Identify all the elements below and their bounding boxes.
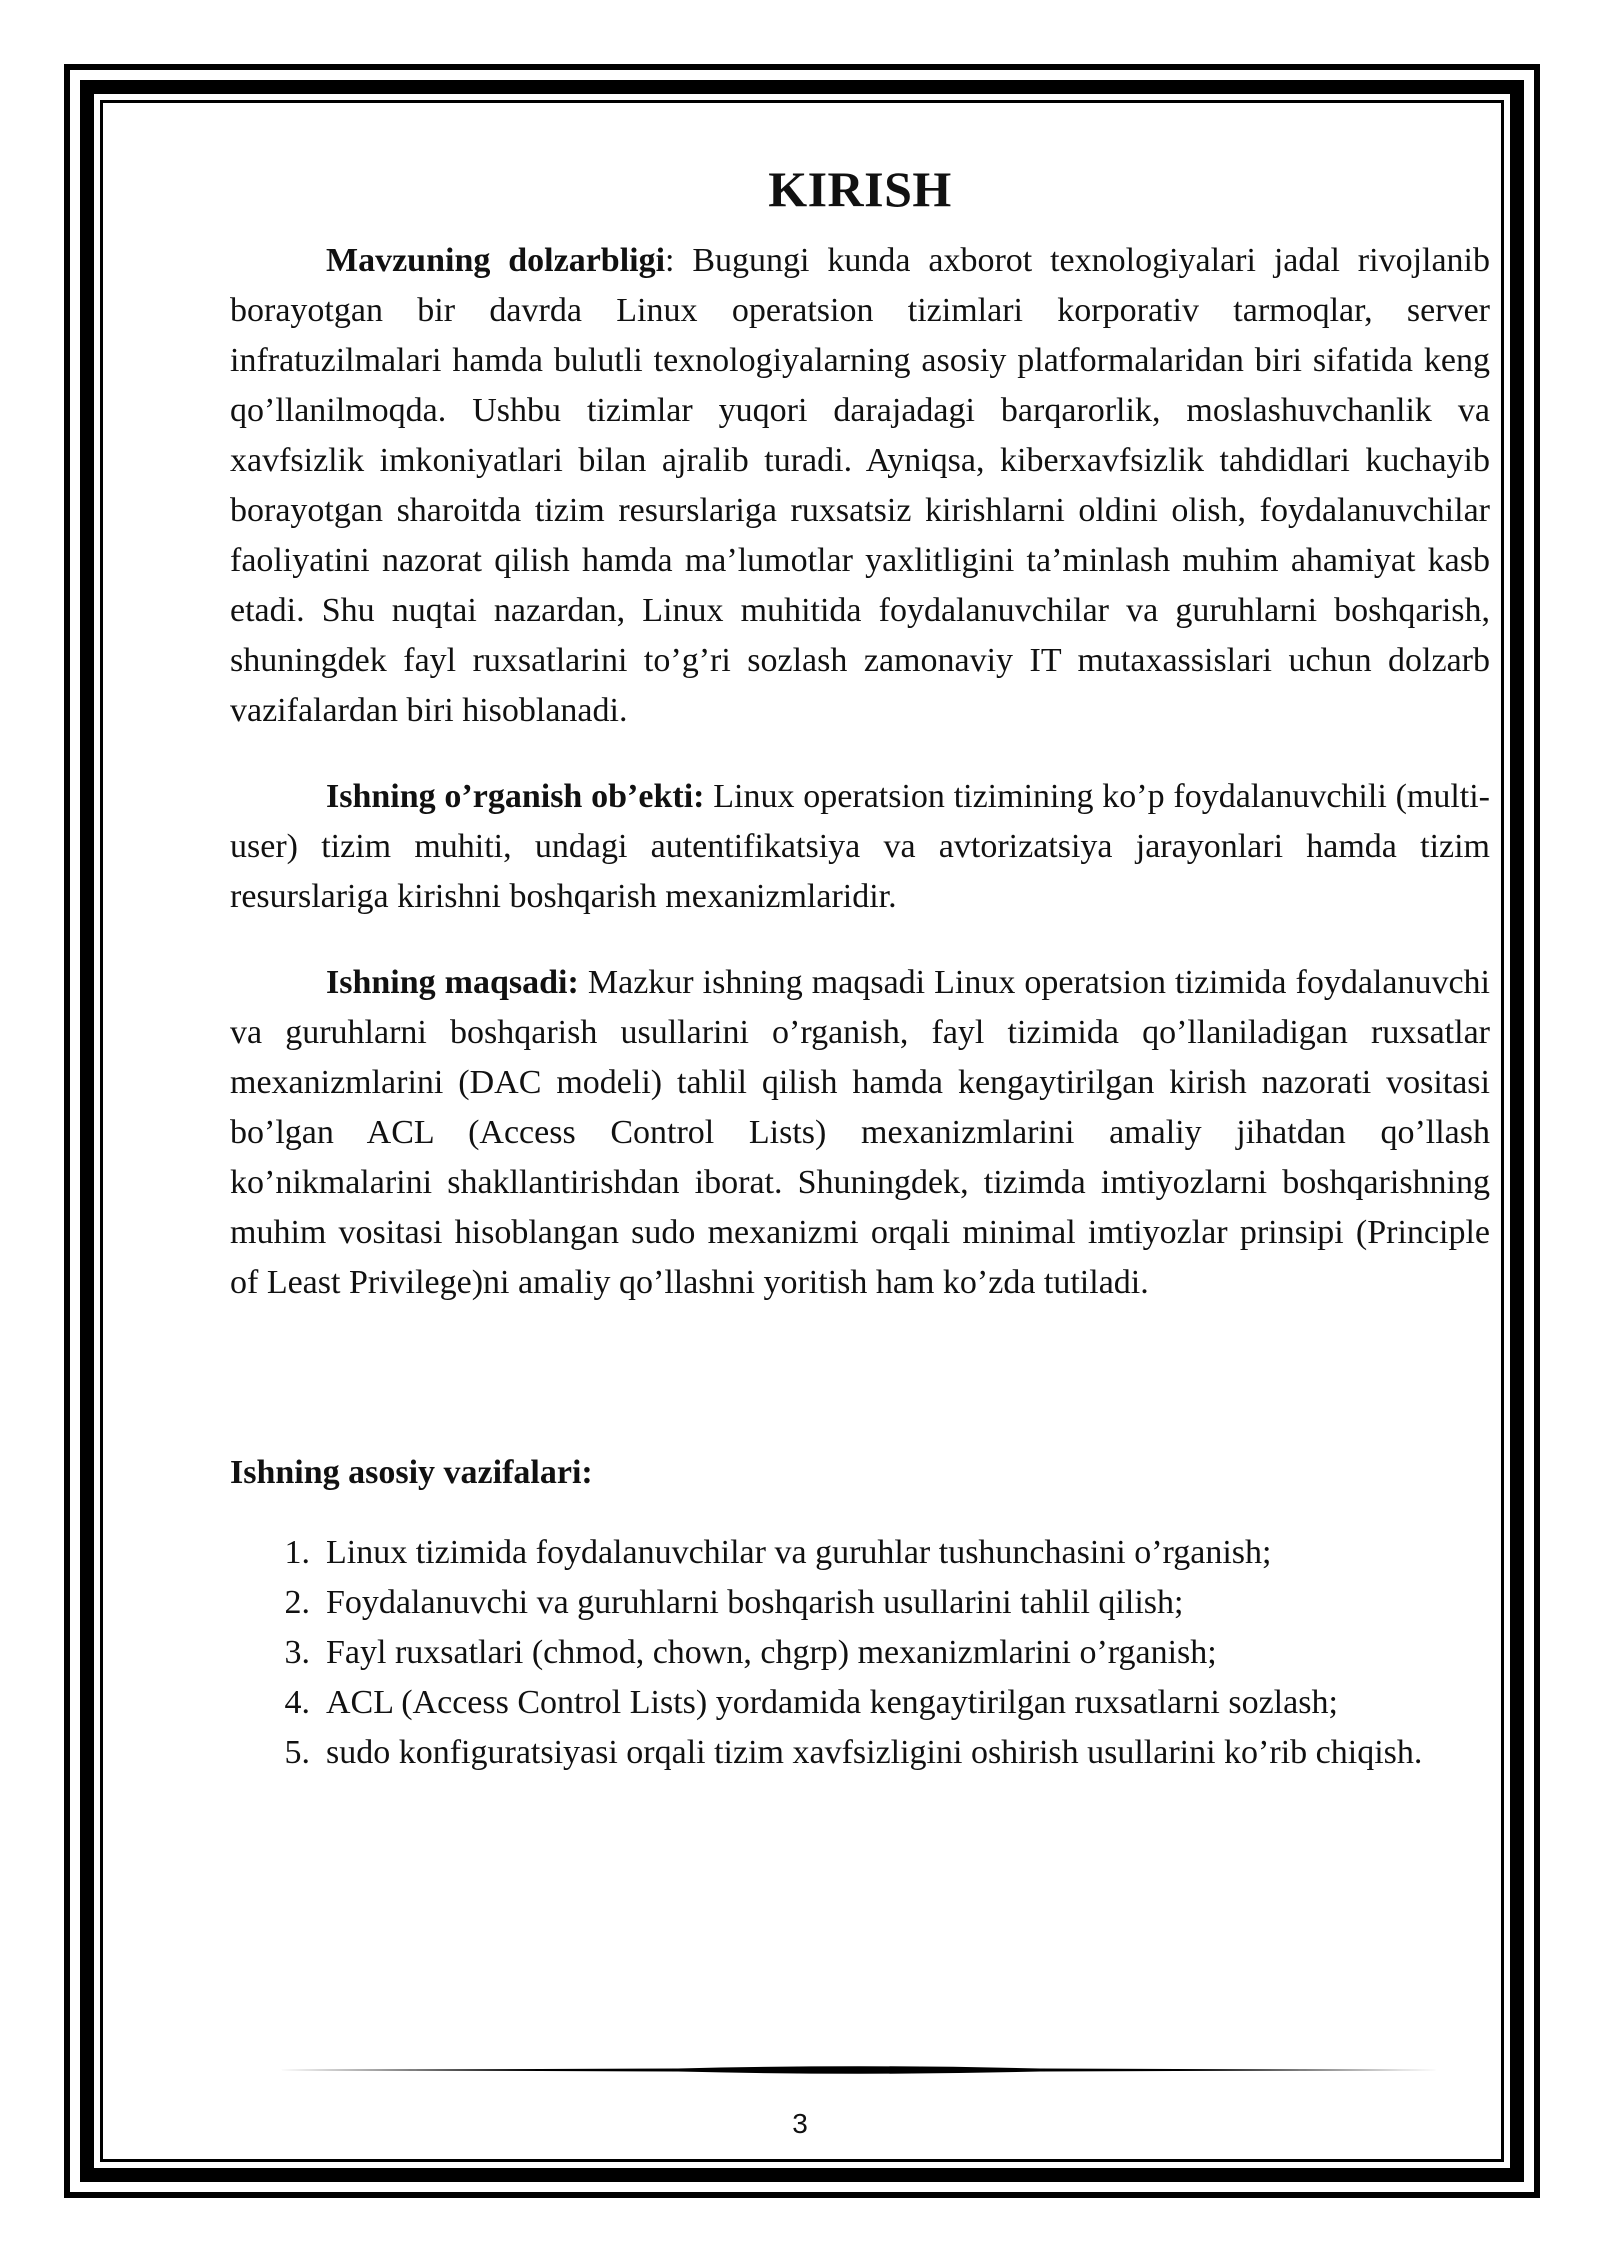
list-item-text: Foydalanuvchi va guruhlarni boshqarish usullarini tahlil qilish; xyxy=(326,1584,1184,1621)
footer-divider xyxy=(278,2060,1440,2080)
page-title: KIRISH xyxy=(768,161,952,217)
relevance-paragraph xyxy=(230,236,1490,736)
goal-paragraph xyxy=(230,958,1490,1308)
relevance-text: : Bugungi kunda axborot texnologiyalari jadal rivojlanib borayotgan bir davrda Linux operatsion tizimlari korporativ tarmoqlar, server infratuzilmalari hamda bulutli texnologiyalarning asosiy platformalaridan biri sifatida keng qo’llanilmoqda. Ushbu tizimlar yuqori darajadagi barqarorlik, moslashuvchanlik va xavfsizlik imkoniyatlari bilan ajralib turadi. Ayniqsa, kiberxavfsizlik tahdidlari kuchayib borayotgan sharoitda tizim resurslariga ruxsatsiz kirishlarni oldini olish, foydalanuvchilar faoliyatini nazorat qilish hamda ma’lumotlar yaxlitligini ta’minlash muhim ahamiyat kasb etadi. Shu nuqtai nazardan, Linux muhitida foydalanuvchilar va guruhlarni boshqarish, shuningdek fayl ruxsatlarini to’g’ri sozlash zamonaviy IT mutaxassislari uchun dolzarb vazifalardan biri hisoblanadi. xyxy=(230,242,1490,729)
list-item-number: 4. xyxy=(284,1684,310,1721)
list-item-number: 1. xyxy=(284,1534,310,1571)
list-item-text: Fayl ruxsatlari (chmod, chown, chgrp) mexanizmlarini o’rganish; xyxy=(326,1634,1217,1671)
list-item-text: sudo konfiguratsiyasi orqali tizim xavfsizligini oshirish usullarini ko’rib chiqish. xyxy=(326,1734,1423,1771)
list-item xyxy=(230,1628,1490,1678)
object-label: Ishning o’rganish ob’ekti: xyxy=(326,778,705,815)
relevance-label: Mavzuning dolzarbligi xyxy=(326,242,666,279)
list-item-number: 5. xyxy=(284,1734,310,1771)
list-item xyxy=(230,1578,1490,1628)
goal-text: Mazkur ishning maqsadi Linux operatsion tizimida foydalanuvchi va guruhlarni boshqarish usullarini o’rganish, fayl tizimida qo’llaniladigan ruxsatlar mexanizmlarini (DAC modeli) tahlil qilish hamda kengaytirilgan kirish nazorati vositasi bo’lgan ACL (Access Control Lists) mexanizmlarini amaliy jihatdan qo’llash ko’nikmalarini shakllantirishdan iborat. Shuningdek, tizimda imtiyozlarni boshqarishning muhim vositasi hisoblangan sudo mexanizmi orqali minimal imtiyozlar prinsipi (Principle of Least Privilege)ni amaliy qo’llashni yoritish ham ko’zda tutiladi. xyxy=(230,964,1490,1301)
list-item-text: Linux tizimida foydalanuvchilar va guruhlar tushunchasini o’rganish; xyxy=(326,1534,1272,1571)
page-number: 3 xyxy=(792,2108,808,2139)
goal-label: Ishning maqsadi: xyxy=(326,964,579,1001)
list-item xyxy=(230,1528,1490,1578)
tasks-list xyxy=(230,1528,1490,1778)
list-item-number: 3. xyxy=(284,1634,310,1671)
list-item-text: ACL (Access Control Lists) yordamida kengaytirilgan ruxsatlarni sozlash; xyxy=(326,1684,1338,1721)
list-item xyxy=(230,1678,1490,1728)
object-paragraph xyxy=(230,772,1490,922)
page-content xyxy=(230,160,1490,1778)
object-text: Linux operatsion tizimining ko’p foydalanuvchili (multi-user) tizim muhiti, undagi autentifikatsiya va avtorizatsiya jarayonlari hamda tizim resurslariga kirishni boshqarish mexanizmlaridir. xyxy=(230,778,1490,915)
list-item xyxy=(230,1728,1490,1778)
list-item-number: 2. xyxy=(284,1584,310,1621)
tasks-heading: Ishning asosiy vazifalari: xyxy=(230,1454,593,1491)
